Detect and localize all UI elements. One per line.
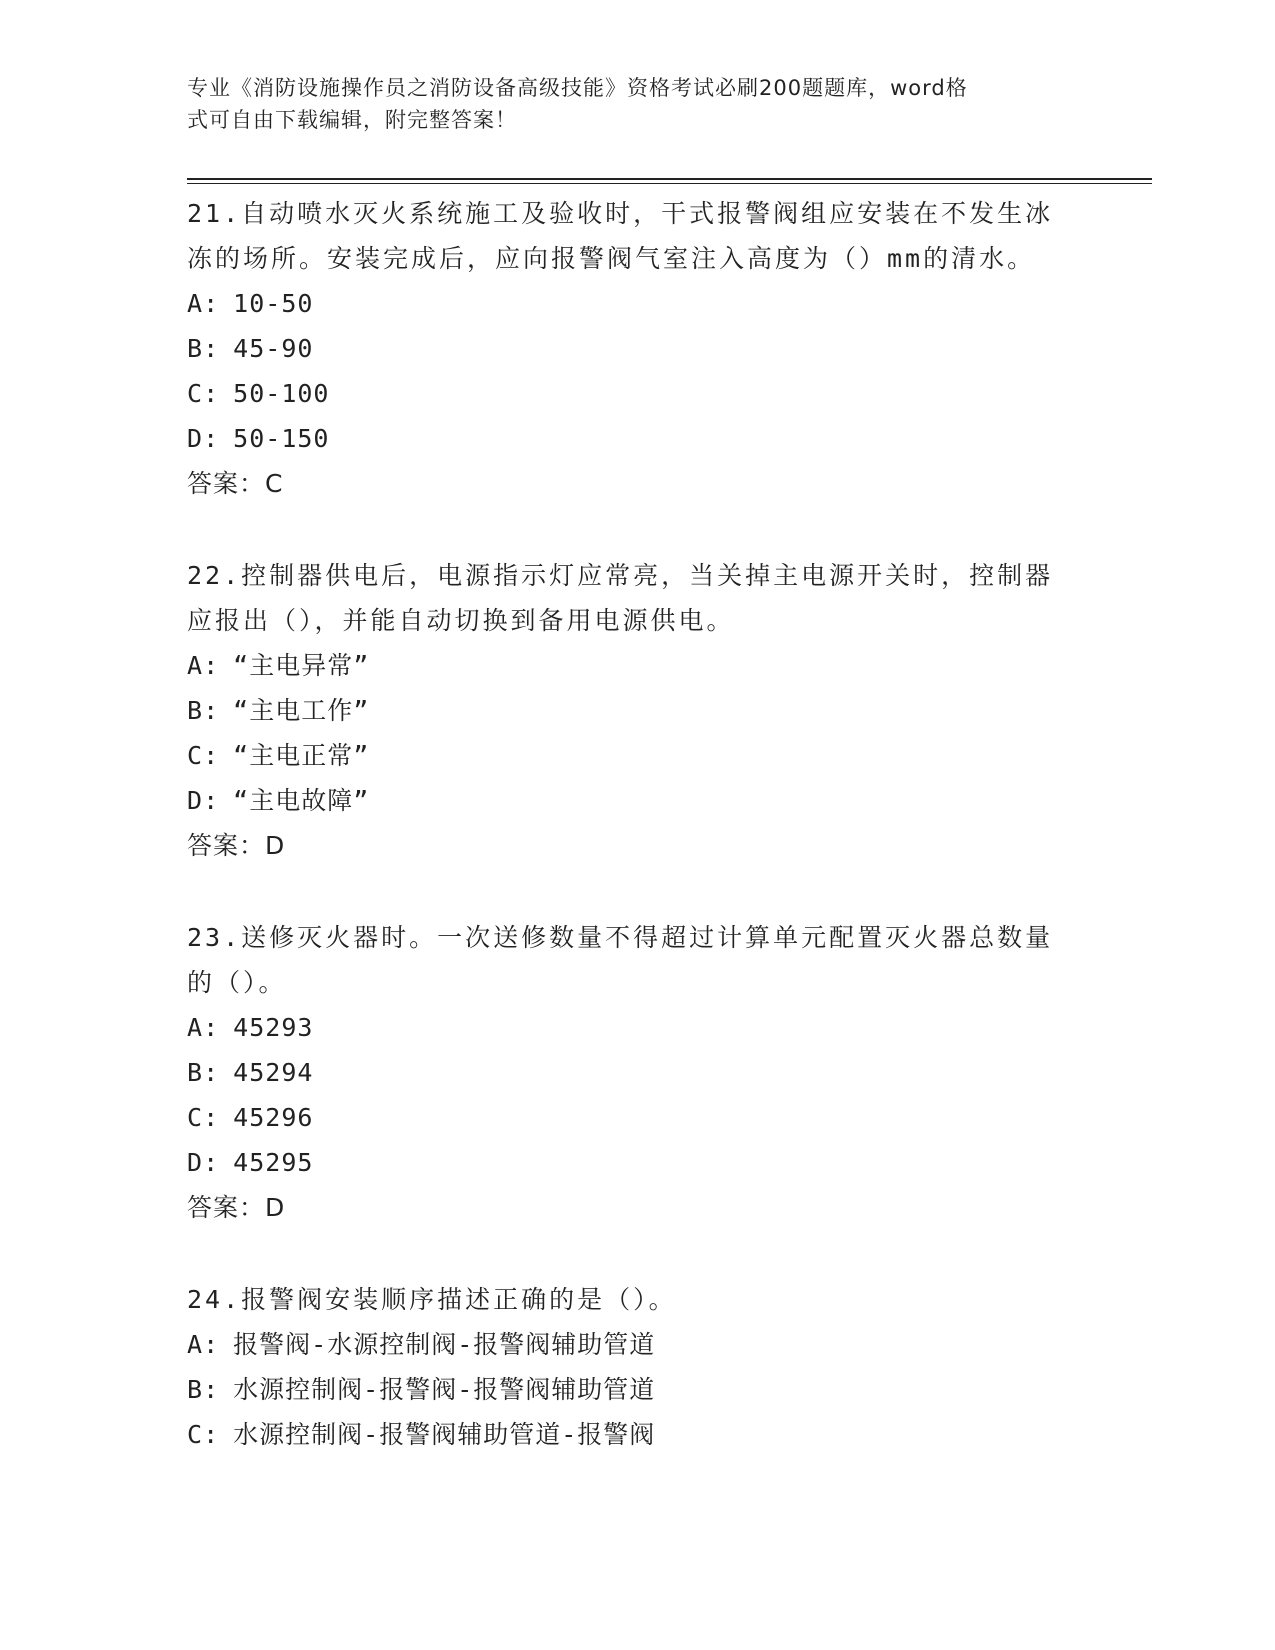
- question-stem: [187, 553, 1087, 643]
- option-text: “主电工作”: [233, 696, 370, 725]
- option-b: B: 水源控制阀-报警阀-报警阀辅助管道: [187, 1375, 656, 1404]
- option-letter: A: [187, 1330, 204, 1359]
- option-a: A: 45293: [187, 1013, 314, 1042]
- option-text: 45296: [233, 1103, 314, 1132]
- option-text: “主电故障”: [233, 786, 370, 815]
- header-divider-thin: [187, 183, 1152, 184]
- document-header: [187, 72, 1067, 136]
- answer-label: 答案：: [187, 831, 266, 860]
- question-22: [187, 553, 1087, 868]
- question-21: [187, 191, 1087, 506]
- header-divider-thick: [187, 178, 1152, 180]
- option-c: C: 水源控制阀-报警阀辅助管道-报警阀: [187, 1420, 656, 1449]
- header-line-2: 式可自由下载编辑，附完整答案！: [187, 108, 517, 132]
- answer-value: D: [265, 1193, 286, 1222]
- question-stem-line: 冻的场所。安装完成后，应向报警阀气室注入高度为（）mm的清水。: [187, 244, 1036, 273]
- question-23: [187, 915, 1087, 1230]
- option-a: A: 报警阀-水源控制阀-报警阀辅助管道: [187, 1330, 656, 1359]
- answer-label: 答案：: [187, 469, 266, 498]
- question-stem-line: 24.报警阀安装顺序描述正确的是（）。: [187, 1285, 677, 1314]
- question-24: [187, 1277, 1087, 1457]
- option-text: 10-50: [233, 289, 314, 318]
- option-text: “主电正常”: [233, 741, 370, 770]
- option-text: 50-150: [233, 424, 330, 453]
- option-c: C: “主电正常”: [187, 741, 370, 770]
- question-list: [187, 191, 1087, 1504]
- header-line-1: 专业《消防设施操作员之消防设备高级技能》资格考试必刷200题题库，word格: [187, 76, 968, 100]
- option-text: 45293: [233, 1013, 314, 1042]
- answer-label: 答案：: [187, 1193, 266, 1222]
- answer-line: [187, 461, 1087, 506]
- question-stem-line: 22.控制器供电后，电源指示灯应常亮，当关掉主电源开关时，控制器: [187, 561, 1054, 590]
- question-stem-line: 应报出（），并能自动切换到备用电源供电。: [187, 606, 735, 635]
- option-b: B: 45294: [187, 1058, 314, 1087]
- option-d: D: 50-150: [187, 424, 330, 453]
- option-letter: C: [187, 1420, 204, 1449]
- option-d: D: “主电故障”: [187, 786, 370, 815]
- option-b: B: 45-90: [187, 334, 314, 363]
- option-text: 45294: [233, 1058, 314, 1087]
- option-text: 50-100: [233, 379, 330, 408]
- option-letter: B: [187, 1058, 204, 1087]
- question-stem-line: 的（）。: [187, 968, 287, 997]
- option-a: A: 10-50: [187, 289, 314, 318]
- option-letter: C: [187, 1103, 204, 1132]
- answer-line: [187, 1185, 1087, 1230]
- answer-value: C: [265, 469, 284, 498]
- option-letter: B: [187, 1375, 204, 1404]
- option-c: C: 45296: [187, 1103, 314, 1132]
- option-text: 报警阀-水源控制阀-报警阀辅助管道: [233, 1330, 656, 1359]
- question-stem: [187, 191, 1087, 281]
- option-letter: D: [187, 424, 204, 453]
- answer-line: [187, 823, 1087, 868]
- option-letter: D: [187, 1148, 204, 1177]
- question-stem: [187, 915, 1087, 1005]
- option-letter: C: [187, 741, 204, 770]
- question-stem: [187, 1277, 1087, 1322]
- option-b: B: “主电工作”: [187, 696, 370, 725]
- option-text: 水源控制阀-报警阀辅助管道-报警阀: [233, 1420, 656, 1449]
- option-letter: A: [187, 289, 204, 318]
- option-letter: A: [187, 1013, 204, 1042]
- option-c: C: 50-100: [187, 379, 330, 408]
- option-a: A: “主电异常”: [187, 651, 370, 680]
- option-text: 45295: [233, 1148, 314, 1177]
- option-text: 45-90: [233, 334, 314, 363]
- option-text: 水源控制阀-报警阀-报警阀辅助管道: [233, 1375, 656, 1404]
- option-letter: C: [187, 379, 204, 408]
- option-letter: D: [187, 786, 204, 815]
- option-letter: B: [187, 696, 204, 725]
- option-letter: B: [187, 334, 204, 363]
- question-stem-line: 21.自动喷水灭火系统施工及验收时，干式报警阀组应安装在不发生冰: [187, 199, 1054, 228]
- question-stem-line: 23.送修灭火器时。一次送修数量不得超过计算单元配置灭火器总数量: [187, 923, 1054, 952]
- option-text: “主电异常”: [233, 651, 370, 680]
- option-d: D: 45295: [187, 1148, 314, 1177]
- option-letter: A: [187, 651, 204, 680]
- answer-value: D: [265, 831, 286, 860]
